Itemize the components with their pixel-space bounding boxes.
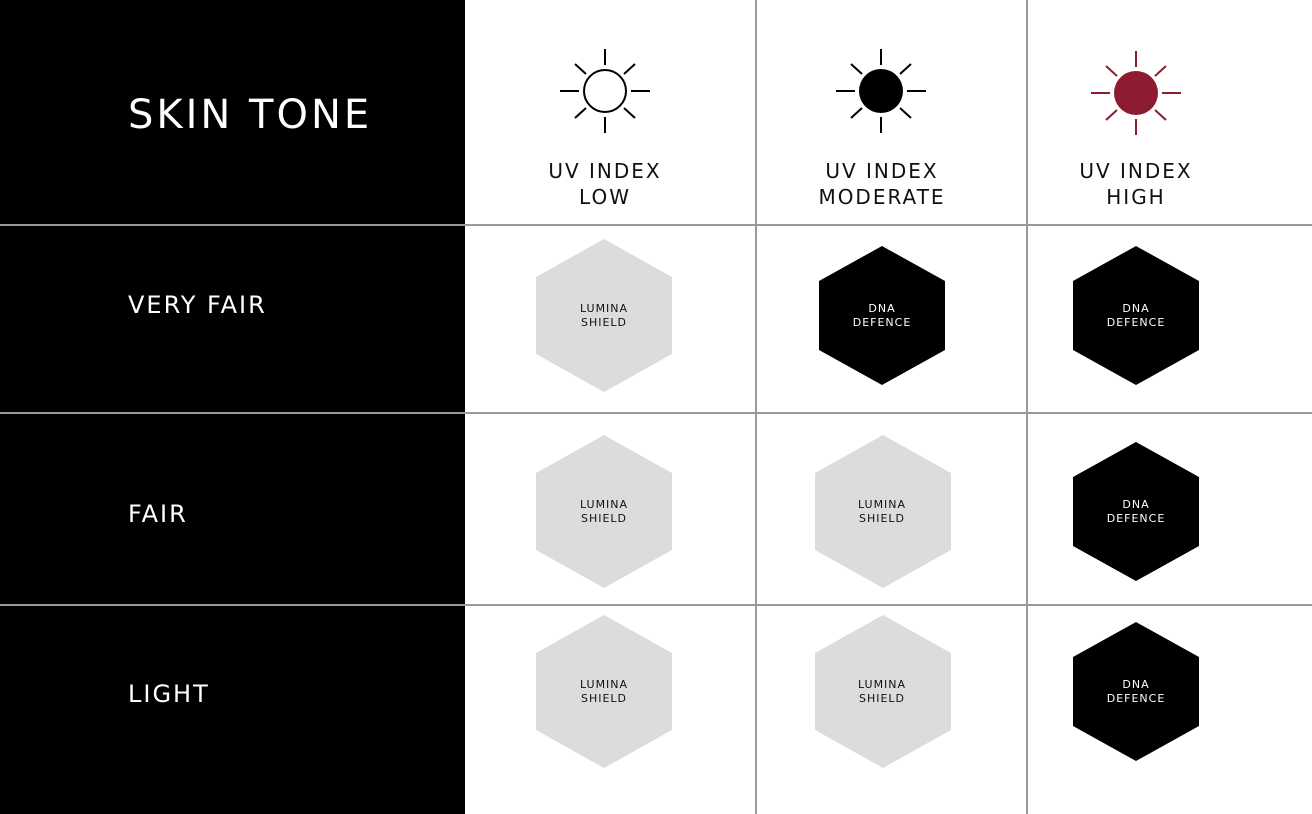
- sun-body: [1114, 71, 1158, 115]
- uv-label-line1: UV INDEX: [825, 159, 939, 183]
- product-label-line2: DEFENCE: [1106, 692, 1166, 705]
- product-label: [544, 302, 664, 330]
- product-label-line2: SHIELD: [580, 692, 628, 705]
- product-label: [822, 498, 942, 526]
- product-label: [1076, 678, 1196, 706]
- product-label-line2: DEFENCE: [852, 316, 912, 329]
- page-title: SKIN TONE: [128, 92, 373, 138]
- sun-filled-icon: [834, 47, 928, 135]
- product-label-line1: DNA: [868, 302, 896, 315]
- sun-filled-red-icon: [1089, 49, 1183, 137]
- row-label-fair: FAIR: [128, 500, 188, 528]
- row-label-very-fair: VERY FAIR: [128, 291, 267, 319]
- product-label-line1: DNA: [1122, 498, 1150, 511]
- grid-line: [0, 224, 1312, 226]
- product-label: [1076, 302, 1196, 330]
- uv-label-high: [1056, 158, 1216, 210]
- product-label-line1: LUMINA: [579, 678, 629, 691]
- sun-outline-icon: [558, 47, 652, 135]
- uv-label-line2: LOW: [579, 185, 631, 209]
- grid-line: [755, 0, 757, 814]
- product-label: [822, 302, 942, 330]
- product-label: [822, 678, 942, 706]
- uv-label-line2: HIGH: [1106, 185, 1166, 209]
- product-label-line1: DNA: [1122, 678, 1150, 691]
- product-label: [544, 498, 664, 526]
- product-label-line1: LUMINA: [857, 678, 907, 691]
- row-label-light: LIGHT: [128, 680, 210, 708]
- uv-label-line1: UV INDEX: [548, 159, 662, 183]
- sun-body: [859, 69, 903, 113]
- uv-label-low: [525, 158, 685, 210]
- product-label-line1: LUMINA: [857, 498, 907, 511]
- product-label-line1: LUMINA: [579, 302, 629, 315]
- uv-label-line2: MODERATE: [818, 185, 946, 209]
- sun-body: [584, 70, 626, 112]
- grid-line: [0, 412, 1312, 414]
- uv-label-moderate: [802, 158, 962, 210]
- product-label-line1: LUMINA: [579, 498, 629, 511]
- product-label: [544, 678, 664, 706]
- product-label-line2: DEFENCE: [1106, 316, 1166, 329]
- product-label-line2: SHIELD: [858, 692, 906, 705]
- product-label-line1: DNA: [1122, 302, 1150, 315]
- grid-line: [1026, 0, 1028, 814]
- product-label: [1076, 498, 1196, 526]
- product-label-line2: SHIELD: [858, 512, 906, 525]
- uv-label-line1: UV INDEX: [1079, 159, 1193, 183]
- product-label-line2: SHIELD: [580, 512, 628, 525]
- product-label-line2: DEFENCE: [1106, 512, 1166, 525]
- product-label-line2: SHIELD: [580, 316, 628, 329]
- grid-line: [0, 604, 1312, 606]
